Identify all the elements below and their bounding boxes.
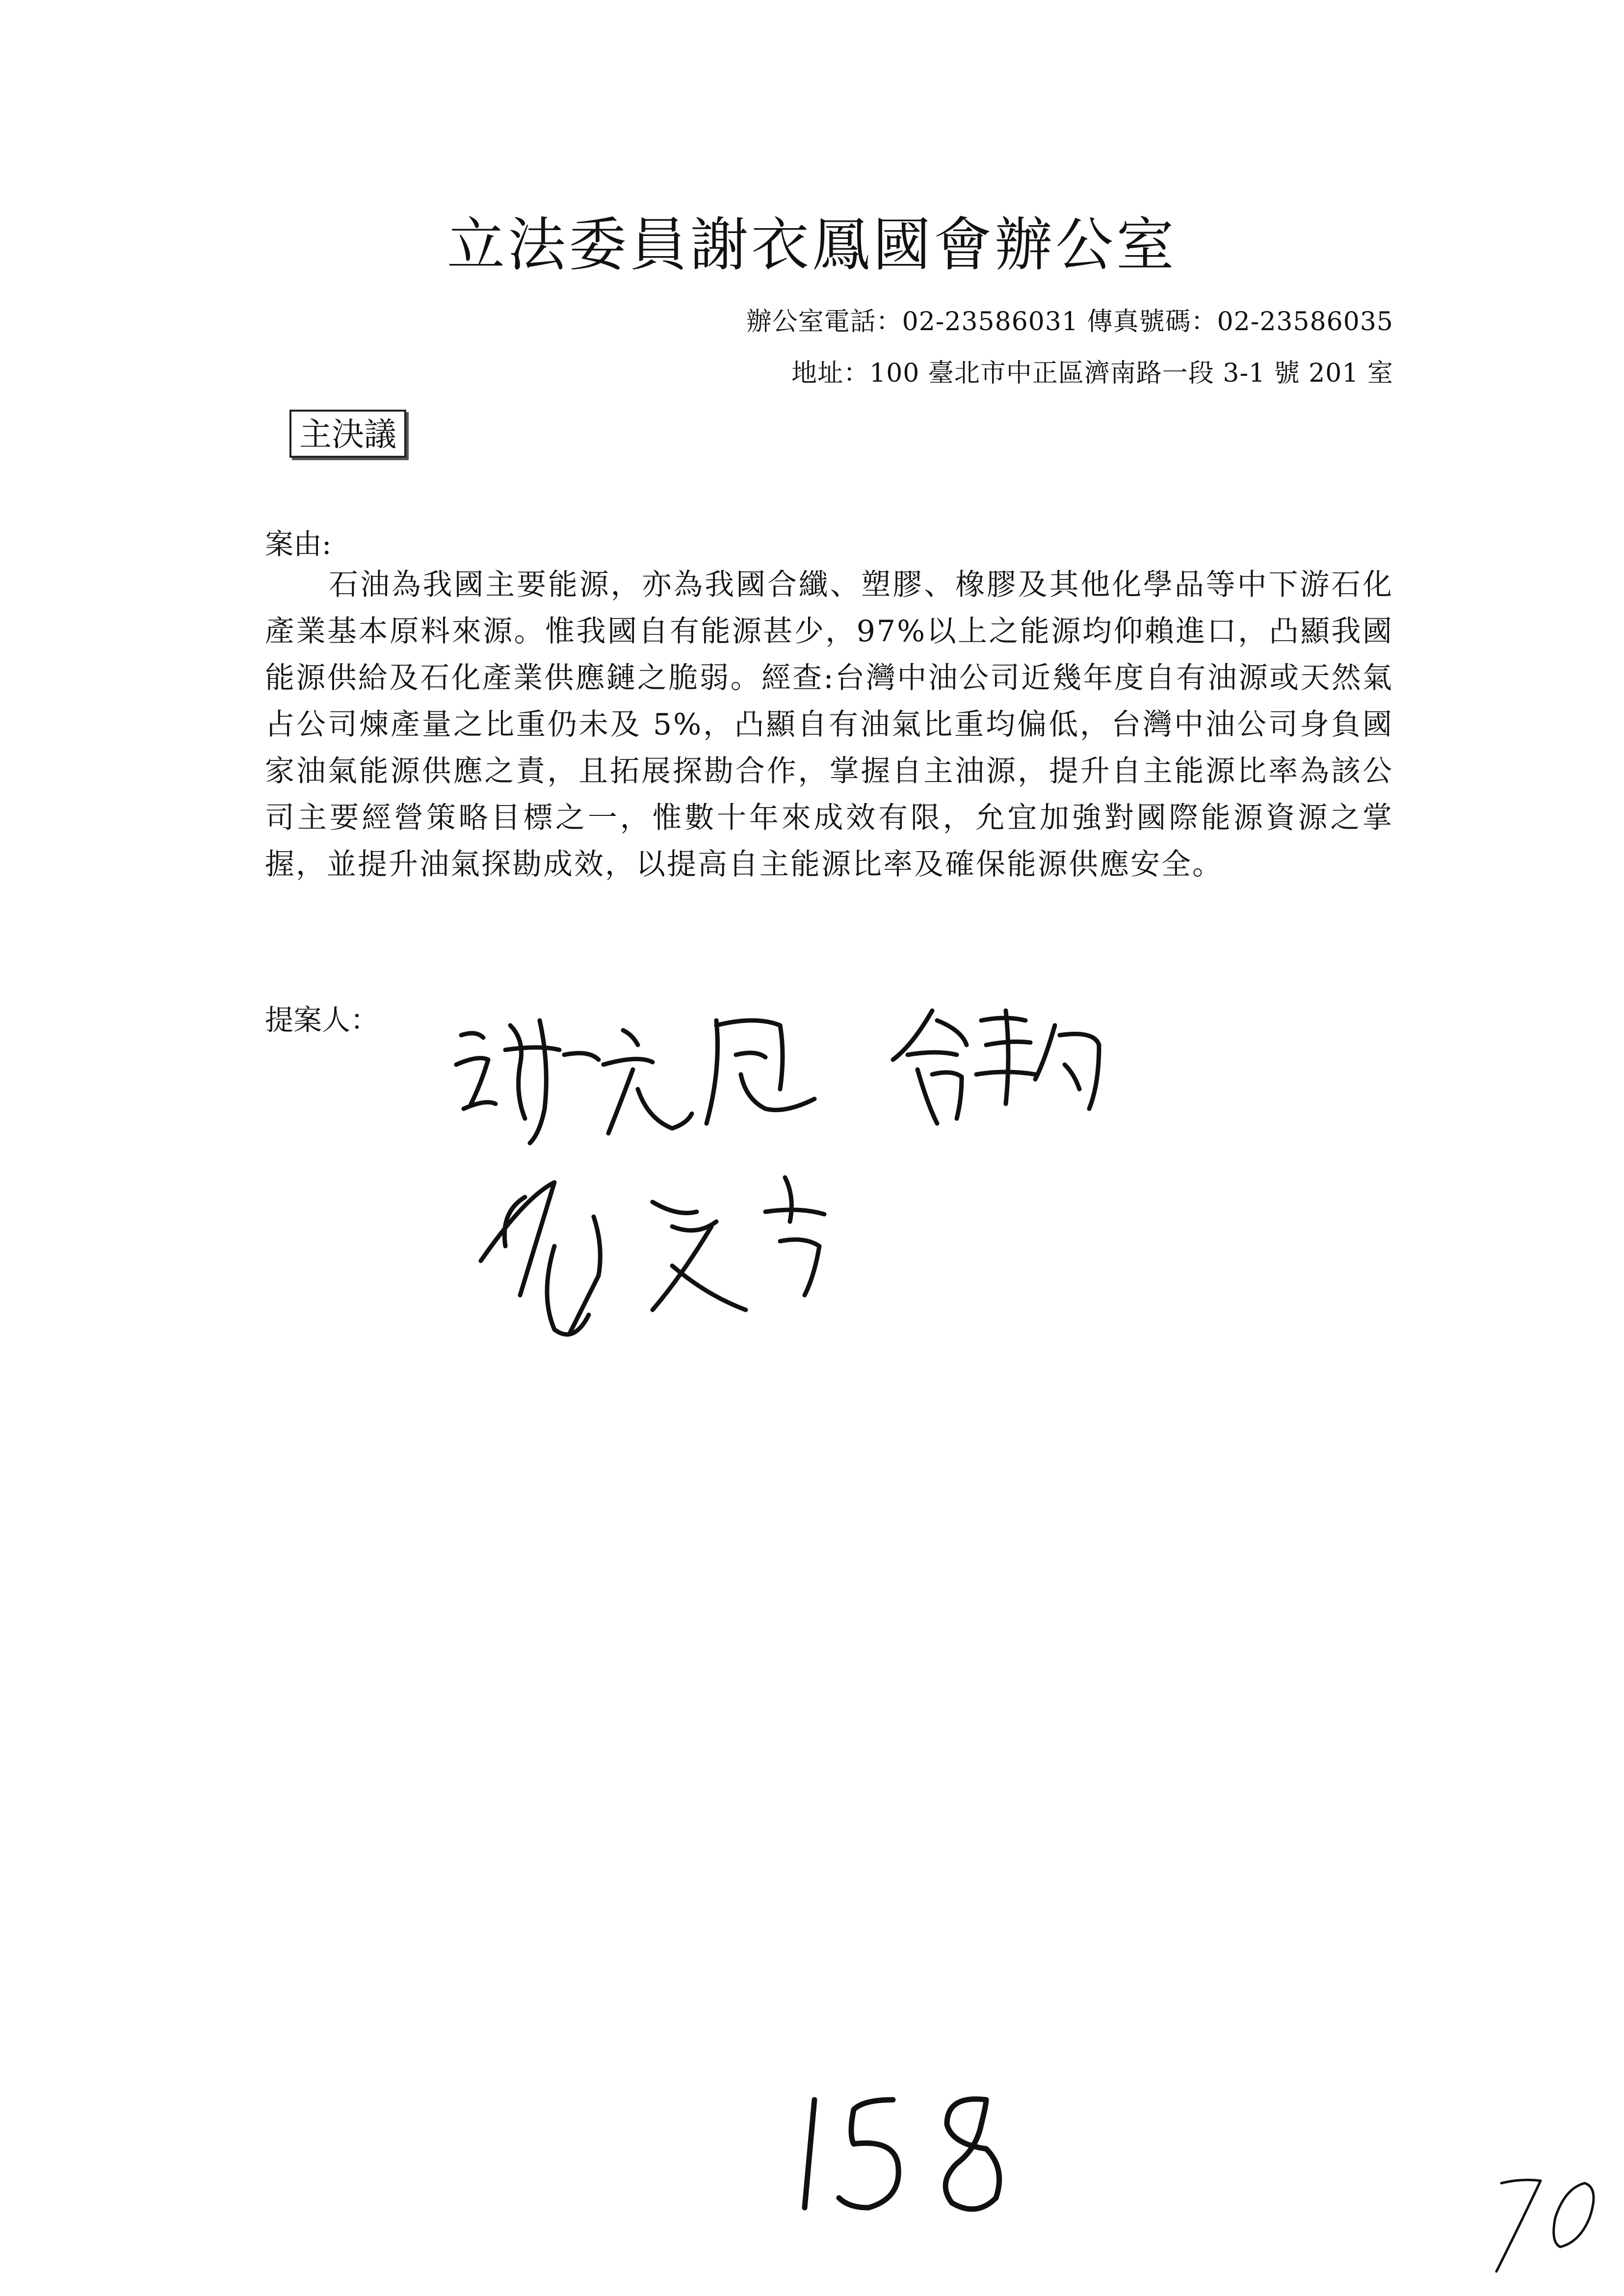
signature-3 [481,1177,824,1334]
handwritten-70-drawing [1487,2168,1614,2276]
proposer-label: 提案人： [265,1003,379,1037]
signature-1 [456,1020,814,1143]
office-title: 立法委員謝衣鳳國會辦公室 [446,211,1177,279]
handwritten-signatures-drawing [442,991,1202,1383]
handwritten-page-number [780,2080,1025,2227]
motion-type-label: 主決議 [289,410,406,458]
phone-fax-line: 辦公室電話：02-23586031 傳真號碼：02-23586035 [746,307,1393,337]
proposer-signatures [442,991,1202,1383]
signature-2 [893,1011,1099,1123]
handwritten-158-drawing [780,2080,1025,2227]
motion-body-text: 石油為我國主要能源，亦為我國合纖、塑膠、橡膠及其他化學品等中下游石化產業基本原料來源。惟我國自有能源甚少，97%以上之能源均仰賴進口，凸顯我國能源供給及石化產業供應鏈之脆弱。經查:台灣中油公司近幾年度自有油源或天然氣占公司煉產量之比重仍未及 5%，凸顯自有油氣比重均偏低，台灣中油公司身負國家油氣能源供應之責，且拓展探勘合作，掌握自主油源，提升自主能源比率為該公司主要經營策略目標之一，惟數十年來成效有限，允宜加強對國際能源資源之掌握，並提升油氣探勘成效，以提高自主能源比率及確保能源供應安全。 [265,568,1393,882]
handwritten-corner-number [1487,2168,1614,2276]
address-line: 地址：100 臺北市中正區濟南路一段 3-1 號 201 室 [791,359,1393,388]
reason-label: 案由: [265,527,332,561]
